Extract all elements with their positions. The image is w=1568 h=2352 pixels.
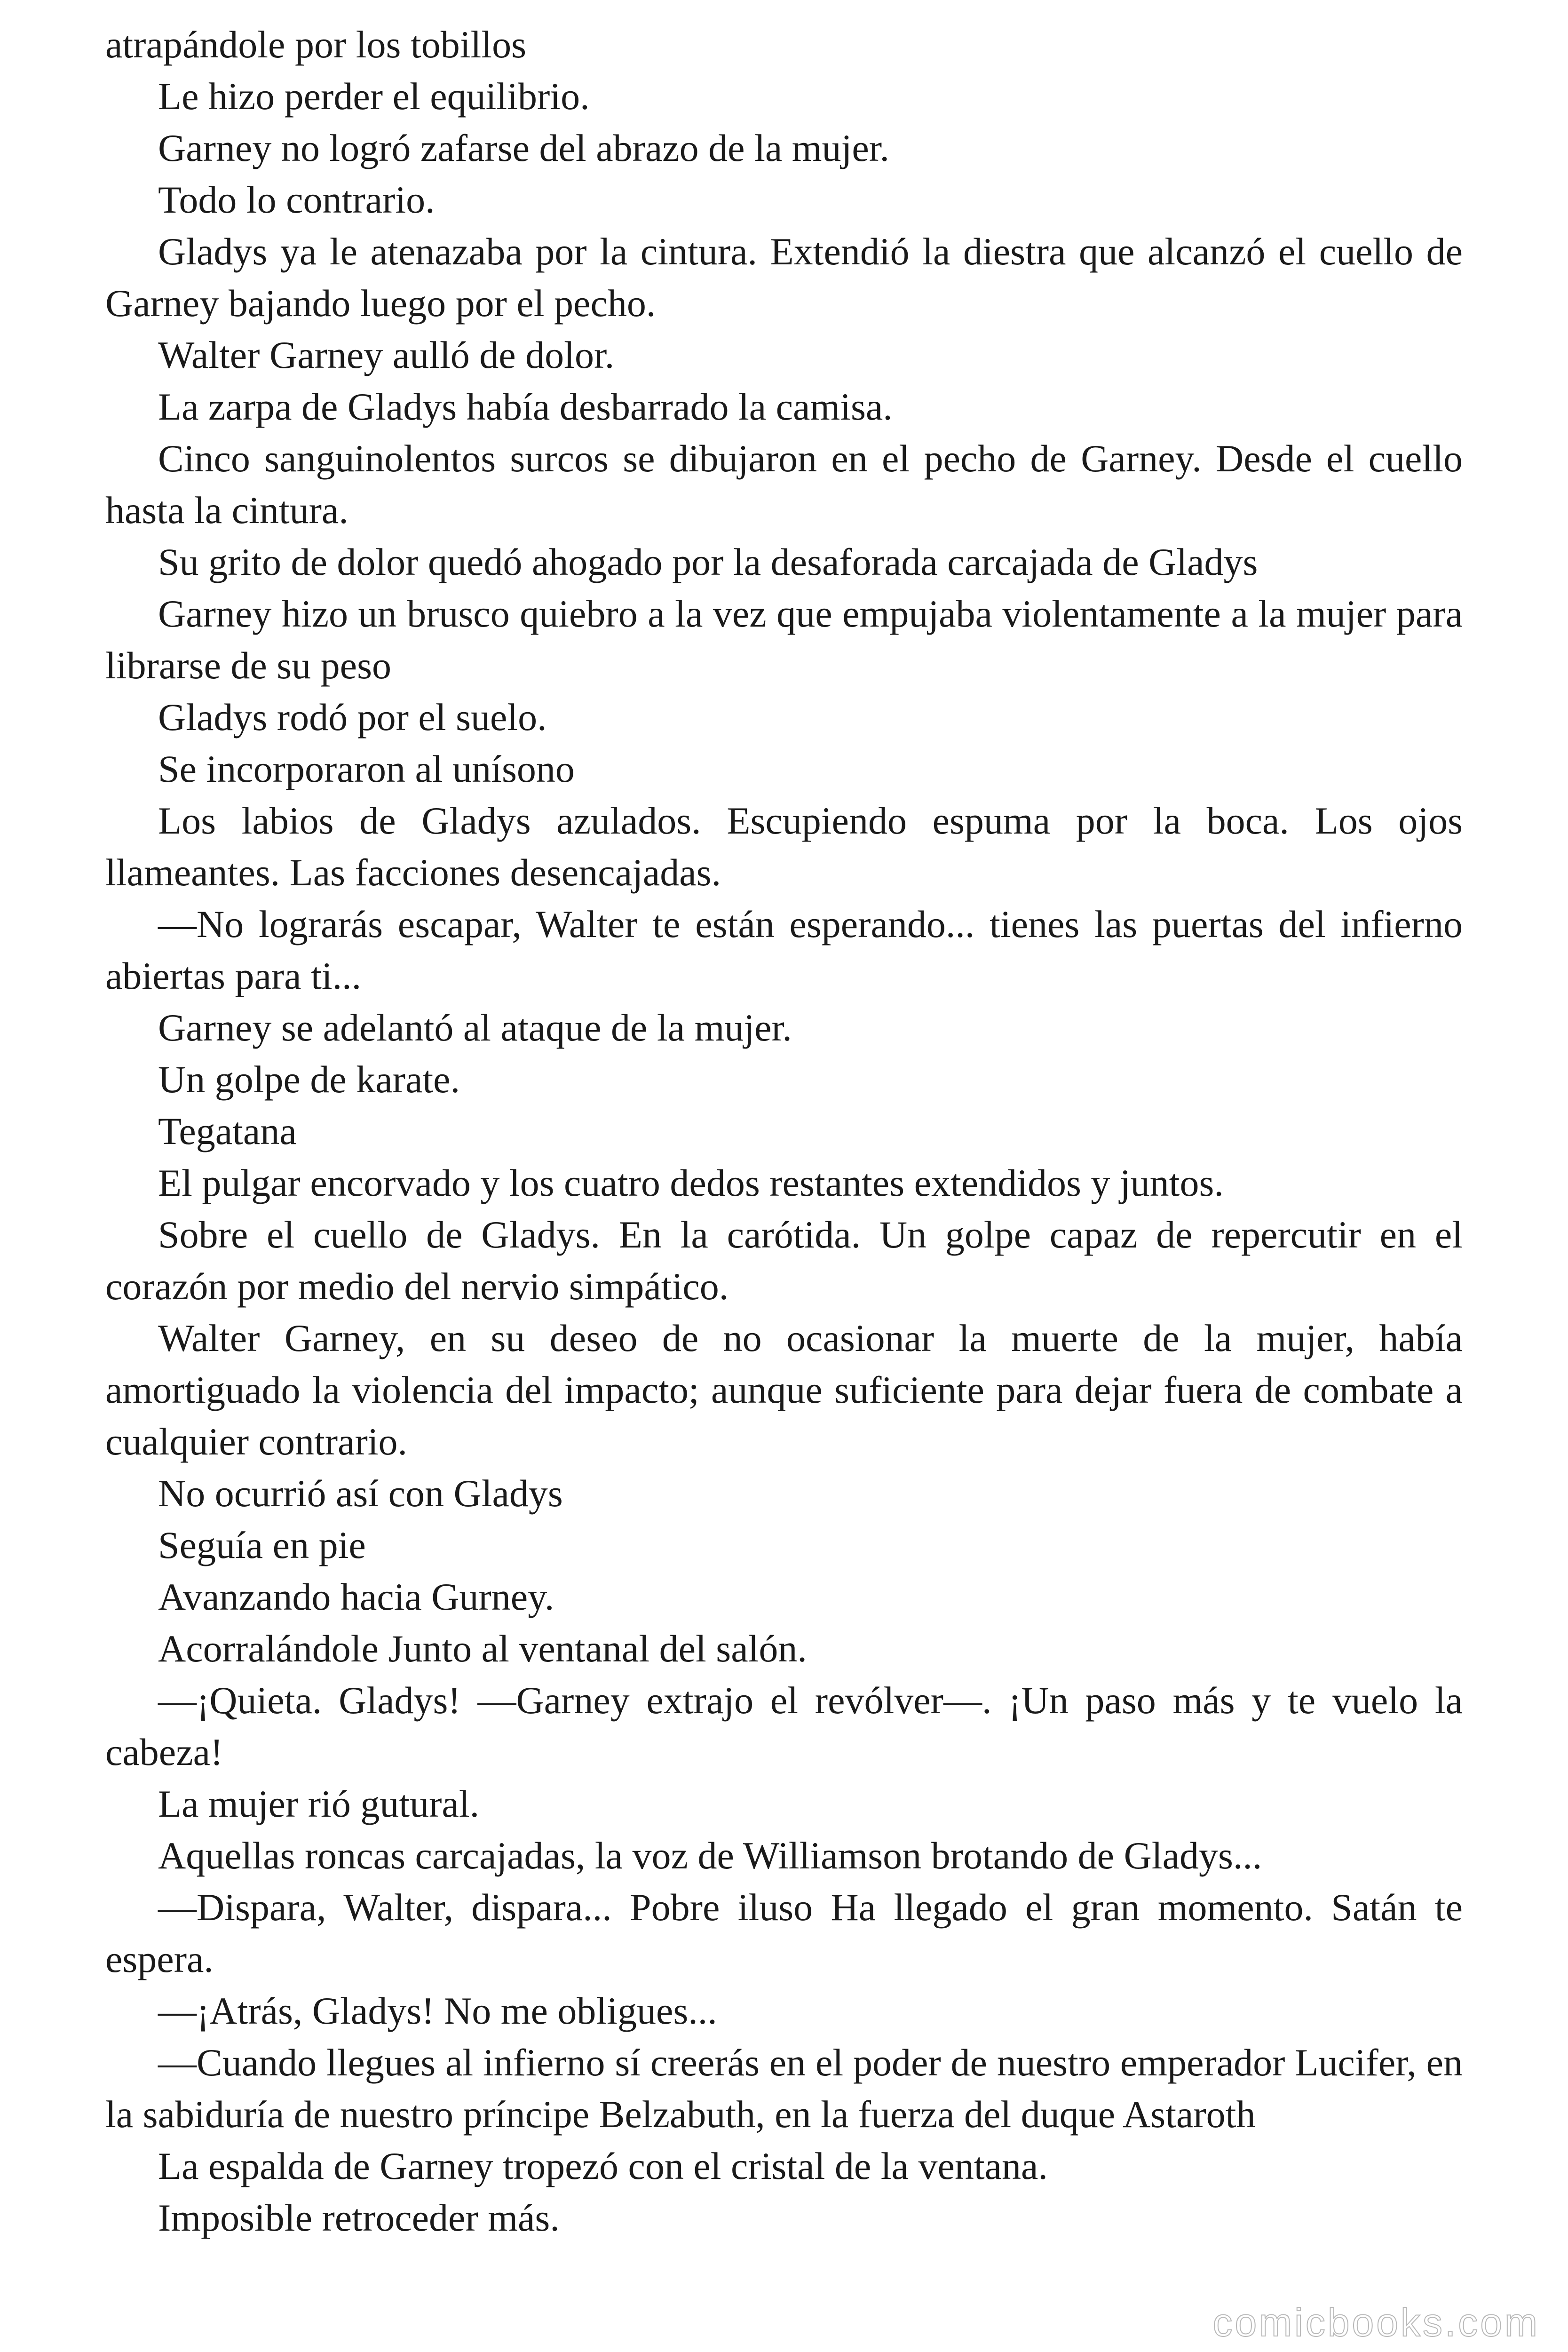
watermark: comicbooks.com — [1212, 2300, 1540, 2344]
paragraph: Imposible retroceder más. — [158, 2196, 560, 2239]
paragraph: Aquellas roncas carcajadas, la voz de Williamson brotando de Gladys... — [158, 1834, 1262, 1877]
paragraph: Su grito de dolor quedó ahogado por la desaforada carcajada de Gladys — [158, 540, 1258, 583]
paragraph: Acorralándole Junto al ventanal del salón. — [158, 1627, 807, 1670]
paragraph: Un golpe de karate. — [158, 1058, 460, 1101]
paragraph: —Dispara, Walter, dispara... Pobre iluso Ha llegado el gran momento. Satán te espera. — [105, 1886, 1463, 1980]
paragraph: Gladys rodó por el suelo. — [158, 696, 547, 739]
paragraph: Avanzando hacia Gurney. — [158, 1575, 554, 1618]
paragraph: La zarpa de Gladys había desbarrado la camisa. — [158, 385, 893, 428]
paragraph: Walter Garney, en su deseo de no ocasionar la muerte de la mujer, había amortiguado la violencia del impacto; aunque suficiente para dejar fuera de combate a cualquier contrario. — [105, 1317, 1463, 1463]
paragraph: Garney no logró zafarse del abrazo de la mujer. — [158, 127, 889, 169]
paragraph: No ocurrió así con Gladys — [158, 1472, 563, 1515]
paragraph: Le hizo perder el equilibrio. — [158, 75, 590, 118]
page-body — [105, 19, 1463, 2244]
paragraph: —¡Quieta. Gladys! —Garney extrajo el revólver—. ¡Un paso más y te vuelo la cabeza! — [105, 1679, 1463, 1773]
paragraph: El pulgar encorvado y los cuatro dedos restantes extendidos y juntos. — [158, 1161, 1224, 1204]
paragraph: —Cuando llegues al infierno sí creerás en el poder de nuestro emperador Lucifer, en la sabiduría de nuestro príncipe Belzabuth, en la fuerza del duque Astaroth — [105, 2041, 1463, 2136]
paragraph: Walter Garney aulló de dolor. — [158, 334, 615, 376]
paragraph: Sobre el cuello de Gladys. En la carótida. Un golpe capaz de repercutir en el corazón por medio del nervio simpático. — [105, 1213, 1463, 1308]
paragraph: La mujer rió gutural. — [158, 1782, 480, 1825]
paragraph: Gladys ya le atenazaba por la cintura. Extendió la diestra que alcanzó el cuello de Garney bajando luego por el pecho. — [105, 230, 1463, 325]
paragraph: La espalda de Garney tropezó con el cristal de la ventana. — [158, 2145, 1048, 2187]
paragraph: Los labios de Gladys azulados. Escupiendo espuma por la boca. Los ojos llameantes. Las facciones desencajadas. — [105, 799, 1463, 894]
paragraph: Seguía en pie — [158, 1524, 366, 1566]
paragraph: Tegatana — [158, 1110, 297, 1152]
paragraph: Garney se adelantó al ataque de la mujer. — [158, 1006, 792, 1049]
paragraph: Se incorporaron al unísono — [158, 747, 575, 790]
paragraph: —No lograrás escapar, Walter te están esperando... tienes las puertas del infierno abiertas para ti... — [105, 903, 1463, 997]
paragraph: Cinco sanguinolentos surcos se dibujaron en el pecho de Garney. Desde el cuello hasta la cintura. — [105, 437, 1463, 532]
paragraph: atrapándole por los tobillos — [105, 23, 526, 66]
paragraph: —¡Atrás, Gladys! No me obligues... — [158, 1989, 717, 2032]
paragraph: Todo lo contrario. — [158, 178, 435, 221]
paragraph: Garney hizo un brusco quiebro a la vez que empujaba violentamente a la mujer para librarse de su peso — [105, 592, 1463, 687]
